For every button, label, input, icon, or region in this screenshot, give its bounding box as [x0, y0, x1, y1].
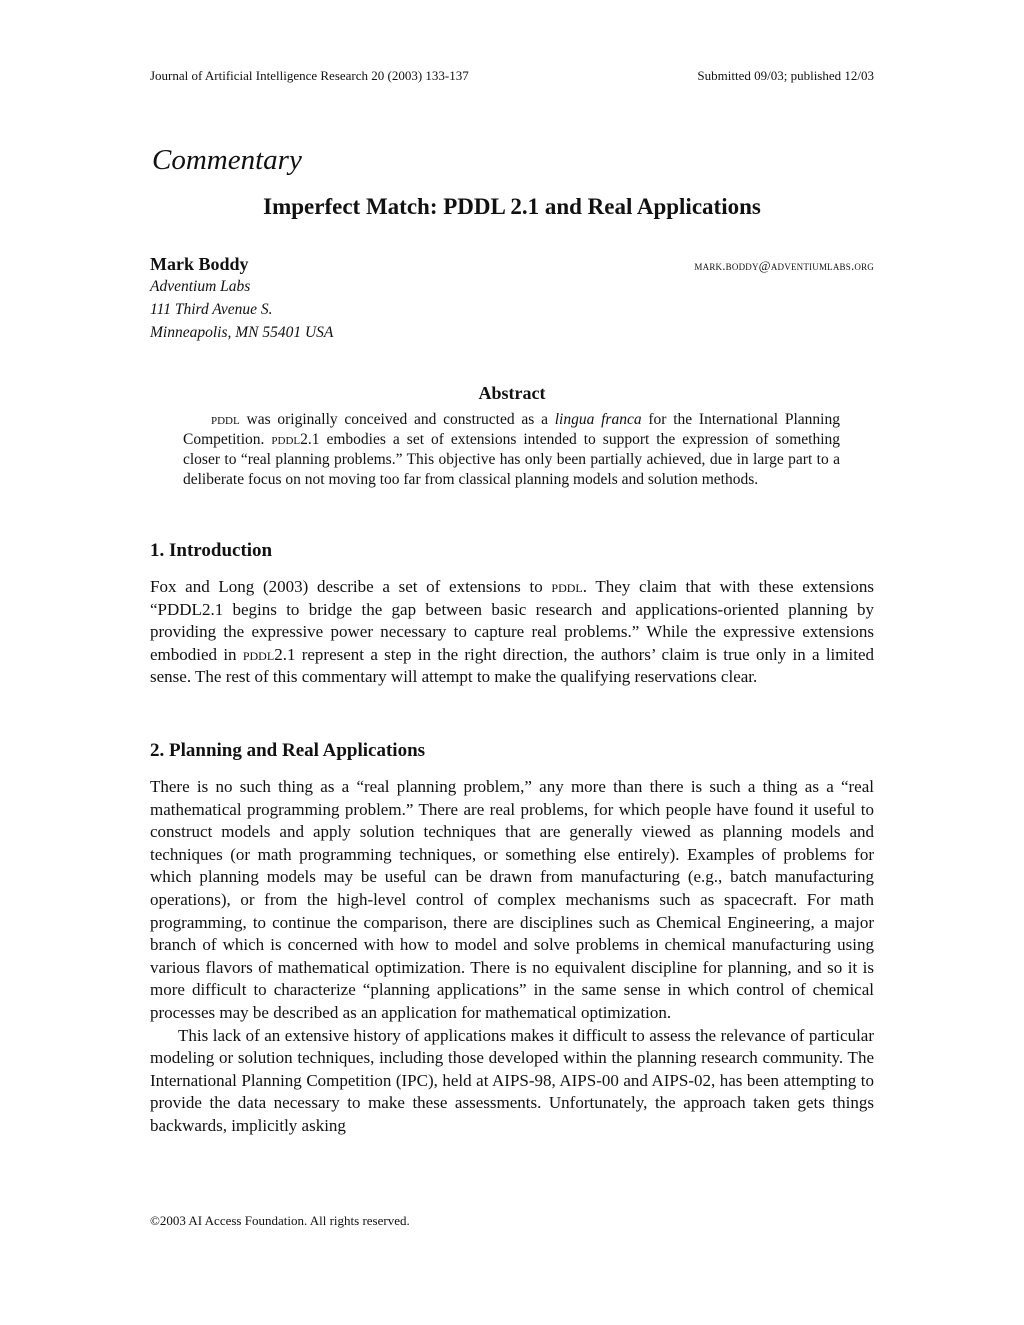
- affiliation-line: 111 Third Avenue S.: [150, 301, 273, 318]
- submission-dates: Submitted 09/03; published 12/03: [697, 68, 874, 83]
- author-name: Mark Boddy: [150, 254, 249, 274]
- author-block: [150, 254, 874, 344]
- affiliation-line: Minneapolis, MN 55401 USA: [150, 324, 334, 341]
- section-heading-introduction: 1. Introduction: [150, 540, 273, 561]
- paragraph: This lack of an extensive history of applications makes it difficult to assess the relevance of particular modeling or solution techniques, including those developed within the planning research community. The International Planning Competition (IPC), held at AIPS-98, AIPS-00 and AIPS-02, has been attempting to provide the data necessary to make these assessments. Unfortunately, the approach taken gets things backwards, implicitly asking: [150, 1025, 874, 1135]
- section-heading-planning: 2. Planning and Real Applications: [150, 740, 426, 761]
- section-label: Commentary: [152, 144, 302, 176]
- author-email[interactable]: mark.boddy@adventiumlabs.org: [694, 258, 874, 273]
- abstract-body: [183, 410, 840, 490]
- running-header: [150, 68, 874, 84]
- abstract-text: was originally conceived and constructed as a: [239, 411, 555, 428]
- body-text: 2.1 represent a step in the right direction, the authors’ claim is true only in a limited sense. The rest of this commentary will attempt to make the qualifying reservations clear.: [150, 644, 874, 687]
- body-text: Fox and Long (2003) describe a set of extensions to: [150, 577, 552, 596]
- paragraph: [150, 576, 874, 689]
- abstract-paragraph: [183, 410, 840, 490]
- copyright-footer: ©2003 AI Access Foundation. All rights reserved.: [150, 1213, 410, 1228]
- journal-citation: Journal of Artificial Intelligence Research 20 (2003) 133-137: [150, 68, 469, 83]
- pddl-term: pddl: [211, 411, 240, 428]
- body-text: . They claim that with these extensions “PDDL2.1 begins to bridge the gap between basic research and applications-oriented planning by providing the expressive power necessary to capture real problems.” While the expressive extensions embodied in: [150, 577, 875, 664]
- pddl-term: pddl: [271, 431, 301, 448]
- abstract-heading: Abstract: [478, 383, 546, 403]
- pddl-term: pddl: [551, 577, 583, 596]
- emphasis-text: lingua franca: [554, 411, 642, 428]
- paper-title: Imperfect Match: PDDL 2.1 and Real Applications: [263, 194, 761, 219]
- pddl-term: pddl: [242, 644, 275, 664]
- paragraph: There is no such thing as a “real planning problem,” any more than there is such a thing as a “real mathematical programming problem.” There are real problems, for which people have found it useful to construct models and apply solution techniques that are generally viewed as planning models and techniques (or math programming techniques, or something else entirely). Examples of problems for which planning models may be useful can be drawn from manufacturing (e.g., batch manufacturing operations), or from the high-level control of complex mechanisms such as spacecraft. For math programming, to continue the comparison, there are disciplines such as Chemical Engineering, a major branch of which is concerned with how to model and solve problems in chemical manufacturing using various flavors of mathematical optimization. There is no equivalent discipline for planning, and so it is more difficult to characterize “planning applications” in the same sense in which control of chemical processes may be described as an application for mathematical optimization.: [150, 777, 874, 1022]
- abstract-text: for the International Planning Competition.: [183, 411, 840, 448]
- introduction-body: [150, 576, 874, 689]
- planning-body: [150, 776, 874, 1138]
- abstract-text: 2.1 embodies a set of extensions intended to support the expression of something closer to “real planning problems.” This objective has only been partially achieved, due in large part to a deliberate focus on not moving too far from classical planning models and solution methods.: [183, 431, 841, 488]
- affiliation-line: Adventium Labs: [150, 278, 251, 295]
